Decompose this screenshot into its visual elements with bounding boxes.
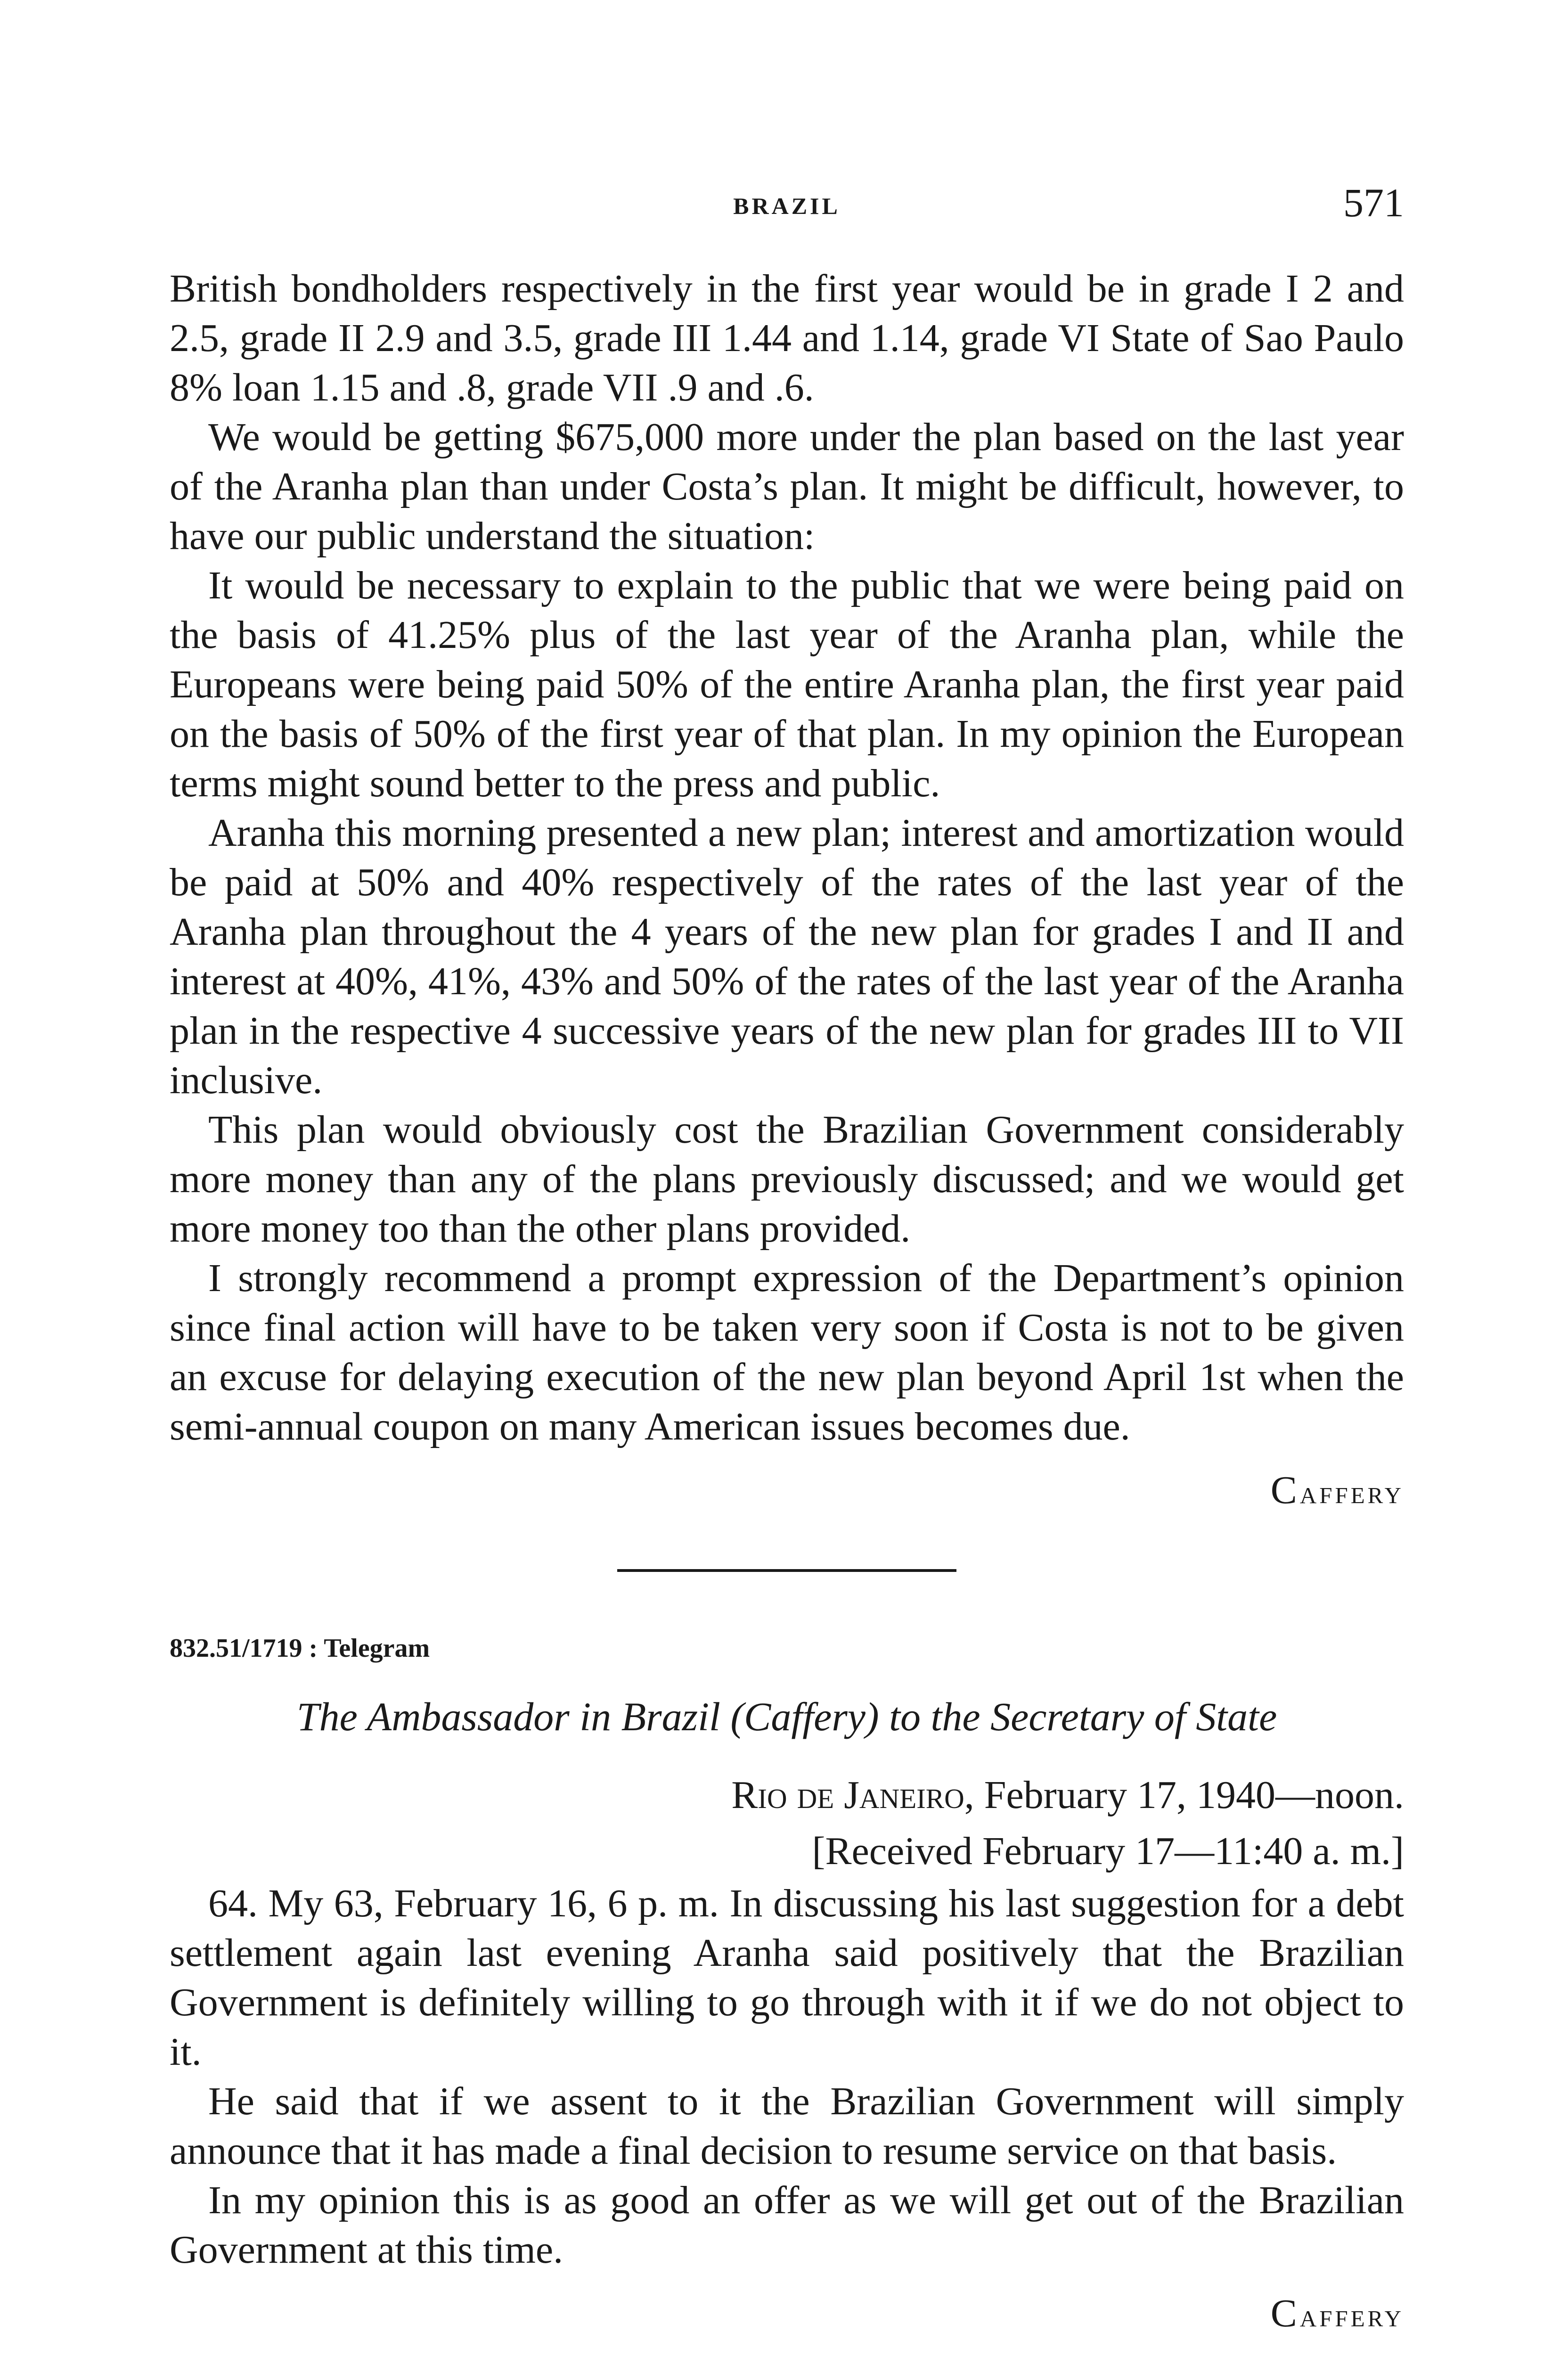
signature: Caffery [1270, 1468, 1404, 1512]
paragraph: He said that if we assent to it the Brazilian Government will simply announce that it has made a final decision to resume service on that basis. [170, 2079, 1404, 2173]
signature: Caffery [1270, 2291, 1404, 2335]
section-divider [617, 1569, 956, 1572]
paragraph: I strongly recommend a prompt expression of the Department’s opinion since final action will have to be taken very soon if Costa is not to be given an excuse for delaying execution of the new plan beyond April 1st when the semi-annual coupon on many American issues becomes due. [170, 1256, 1404, 1448]
paragraph: It would be necessary to explain to the public that we were being paid on the basis of 41.25% plus of the last year of the Aranha plan, while the Europeans were being paid 50% of the entire Aranha plan, the first year paid on the basis of 50% of the first year of that plan. In my opinion the European terms might sound better to the press and public. [170, 564, 1404, 805]
paragraph: British bondholders respectively in the first year would be in grade I 2 and 2.5, grade II 2.9 and 3.5, grade III 1.44 and 1.14, grade VI State of Sao Paulo 8% loan 1.15 and .8, grade VII .9 and .6. [170, 267, 1404, 409]
paragraph: Aranha this morning presented a new plan; interest and amortization would be paid at 50% and 40% respectively of the rates of the last year of the Aranha plan throughout the 4 years of the new plan for grades I and II and interest at 40%, 41%, 43% and 50% of the rates of the last year of the Aranha plan in the respective 4 successive years of the new plan for grades III to VII inclusive. [170, 811, 1404, 1102]
paragraph: 64. My 63, February 16, 6 p. m. In discussing his last suggestion for a debt settlement again last evening Aranha said positively that the Brazilian Government is definitely willing to go through with it if we do not object to it. [170, 1882, 1404, 2074]
running-head [170, 179, 1404, 236]
dateline [170, 1770, 1404, 1821]
file-reference: 832.51/1719 : Telegram [170, 1634, 430, 1663]
paragraph: In my opinion this is as good an offer as we will get out of the Brazilian Government at this time. [170, 2178, 1404, 2272]
paragraph: We would be getting $675,000 more under the plan based on the last year of the Aranha plan than under Costa’s plan. It might be difficult, however, to have our public understand the situation: [170, 415, 1404, 558]
dateline-place: Rio de Janeiro, [731, 1773, 974, 1817]
running-title: BRAZIL [733, 193, 841, 219]
page-number: 571 [1343, 180, 1404, 225]
document-body [170, 264, 1404, 2340]
dateline-date: February 17, 1940—noon. [984, 1773, 1404, 1817]
paragraph: This plan would obviously cost the Brazilian Government considerably more money than any of the plans previously discussed; and we would get more money too than the other plans provided. [170, 1108, 1404, 1251]
received-note: [Received February 17—11:40 a. m.] [812, 1829, 1404, 1873]
document-heading: The Ambassador in Brazil (Caffery) to the Secretary of State [296, 1694, 1277, 1739]
